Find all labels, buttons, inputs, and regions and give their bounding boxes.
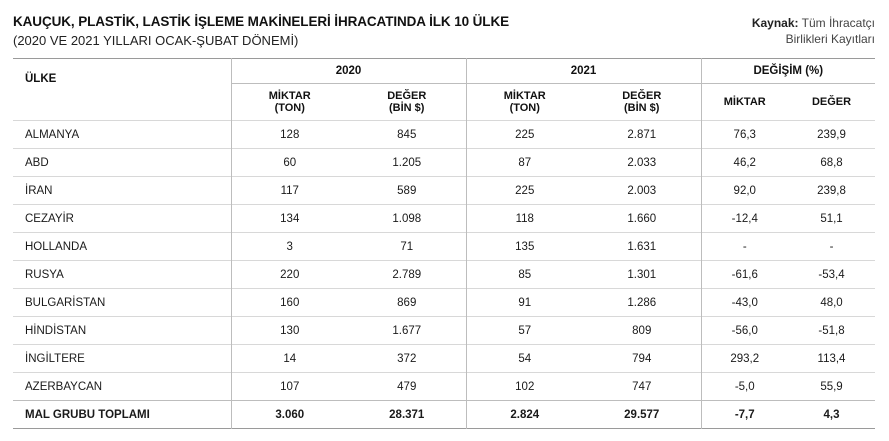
qty-2021-cell: 135: [466, 233, 583, 261]
value-2021-cell: 2.003: [583, 177, 701, 205]
value-2021-cell: 2.871: [583, 121, 701, 149]
qty-2020-cell: 130: [231, 317, 348, 345]
country-cell: ABD: [13, 149, 231, 177]
change-qty-cell: 293,2: [701, 345, 788, 373]
value-2020-cell: 1.205: [348, 149, 466, 177]
value-2020-cell: 28.371: [348, 401, 466, 429]
qty-2020-cell: 134: [231, 205, 348, 233]
qty-2020-cell: 60: [231, 149, 348, 177]
value-2021-header: DEĞER (BİN $): [622, 90, 662, 114]
qty-2021-cell: 57: [466, 317, 583, 345]
value-2021-cell: 747: [583, 373, 701, 401]
value-2021-cell: 1.286: [583, 289, 701, 317]
change-header: DEĞİŞİM (%): [701, 59, 875, 84]
qty-2021-cell: 54: [466, 345, 583, 373]
country-cell: HİNDİSTAN: [13, 317, 231, 345]
change-value-cell: -: [788, 233, 875, 261]
table-row: [13, 345, 875, 373]
table-row: [13, 177, 875, 205]
value-2020-cell: 1.098: [348, 205, 466, 233]
country-cell: CEZAYİR: [13, 205, 231, 233]
data-table: [13, 58, 875, 429]
qty-2021-cell: 118: [466, 205, 583, 233]
qty-2021-cell: 102: [466, 373, 583, 401]
qty-2021-cell: 225: [466, 177, 583, 205]
qty-2020-header: MİKTAR (TON): [231, 84, 348, 121]
table-row: [13, 205, 875, 233]
value-2021-cell: 809: [583, 317, 701, 345]
qty-2021-cell: 2.824: [466, 401, 583, 429]
table-row: [13, 233, 875, 261]
value-2021-cell: 1.301: [583, 261, 701, 289]
source-label: Kaynak:: [751, 16, 799, 30]
country-cell: AZERBAYCAN: [13, 373, 231, 401]
table-row: [13, 289, 875, 317]
change-value-cell: 48,0: [788, 289, 875, 317]
qty-2020-cell: 220: [231, 261, 348, 289]
country-column-header: ÜLKE: [25, 73, 57, 85]
value-2020-header: DEĞER (BİN $): [387, 90, 427, 114]
qty-2021-header: MİKTAR (TON): [466, 84, 583, 121]
country-cell: HOLLANDA: [13, 233, 231, 261]
country-cell: İRAN: [13, 177, 231, 205]
change-qty-cell: -12,4: [701, 205, 788, 233]
change-value-cell: 239,8: [788, 177, 875, 205]
table-row: [13, 149, 875, 177]
country-cell: İNGİLTERE: [13, 345, 231, 373]
table-row: [13, 261, 875, 289]
qty-2020-cell: 117: [231, 177, 348, 205]
qty-2021-cell: 87: [466, 149, 583, 177]
change-value-cell: -53,4: [788, 261, 875, 289]
value-2020-cell: 71: [348, 233, 466, 261]
country-cell: BULGARİSTAN: [13, 289, 231, 317]
value-2021-cell: 29.577: [583, 401, 701, 429]
total-row: [13, 401, 875, 429]
country-cell: ALMANYA: [13, 121, 231, 149]
table-row: [13, 121, 875, 149]
change-qty-cell: -7,7: [701, 401, 788, 429]
country-cell: RUSYA: [13, 261, 231, 289]
change-value-cell: 55,9: [788, 373, 875, 401]
change-qty-cell: -43,0: [701, 289, 788, 317]
value-2020-cell: 869: [348, 289, 466, 317]
change-value-header: DEĞER: [811, 96, 852, 108]
source-line-1: Tüm İhracatçı: [801, 16, 875, 30]
value-2020-cell: 479: [348, 373, 466, 401]
change-qty-cell: -56,0: [701, 317, 788, 345]
change-qty-cell: -61,6: [701, 261, 788, 289]
figure-subtitle: (2020 VE 2021 YILLARI OCAK-ŞUBAT DÖNEMİ): [13, 33, 299, 48]
source-note: [752, 15, 875, 47]
table-row: [13, 373, 875, 401]
table-row: [13, 317, 875, 345]
qty-2021-cell: 225: [466, 121, 583, 149]
figure-title: KAUÇUK, PLASTİK, LASTİK İŞLEME MAKİNELERİ İHRACATINDA İLK 10 ÜLKE: [13, 14, 510, 29]
change-value-cell: 68,8: [788, 149, 875, 177]
qty-2020-cell: 107: [231, 373, 348, 401]
value-2021-cell: 1.660: [583, 205, 701, 233]
country-cell: MAL GRUBU TOPLAMI: [13, 401, 231, 429]
qty-2021-cell: 85: [466, 261, 583, 289]
value-2021-cell: 794: [583, 345, 701, 373]
qty-2020-cell: 3.060: [231, 401, 348, 429]
qty-2020-cell: 14: [231, 345, 348, 373]
qty-2020-cell: 3: [231, 233, 348, 261]
value-2020-cell: 845: [348, 121, 466, 149]
change-qty-cell: 46,2: [701, 149, 788, 177]
year-2021-header: 2021: [466, 59, 701, 84]
change-qty-header: MİKTAR: [701, 84, 788, 121]
value-2021-cell: 1.631: [583, 233, 701, 261]
change-value-cell: -51,8: [788, 317, 875, 345]
change-qty-cell: -: [701, 233, 788, 261]
qty-2021-cell: 91: [466, 289, 583, 317]
value-2021-cell: 2.033: [583, 149, 701, 177]
change-qty-cell: 92,0: [701, 177, 788, 205]
change-qty-cell: -5,0: [701, 373, 788, 401]
qty-2020-cell: 160: [231, 289, 348, 317]
value-2020-cell: 1.677: [348, 317, 466, 345]
change-value-cell: 113,4: [788, 345, 875, 373]
change-value-cell: 239,9: [788, 121, 875, 149]
value-2020-cell: 589: [348, 177, 466, 205]
source-line-2: Birlikleri Kayıtları: [785, 32, 875, 46]
qty-2020-cell: 128: [231, 121, 348, 149]
year-2020-header: 2020: [231, 59, 466, 84]
value-2020-cell: 2.789: [348, 261, 466, 289]
change-value-cell: 51,1: [788, 205, 875, 233]
value-2020-cell: 372: [348, 345, 466, 373]
change-qty-cell: 76,3: [701, 121, 788, 149]
change-value-cell: 4,3: [788, 401, 875, 429]
